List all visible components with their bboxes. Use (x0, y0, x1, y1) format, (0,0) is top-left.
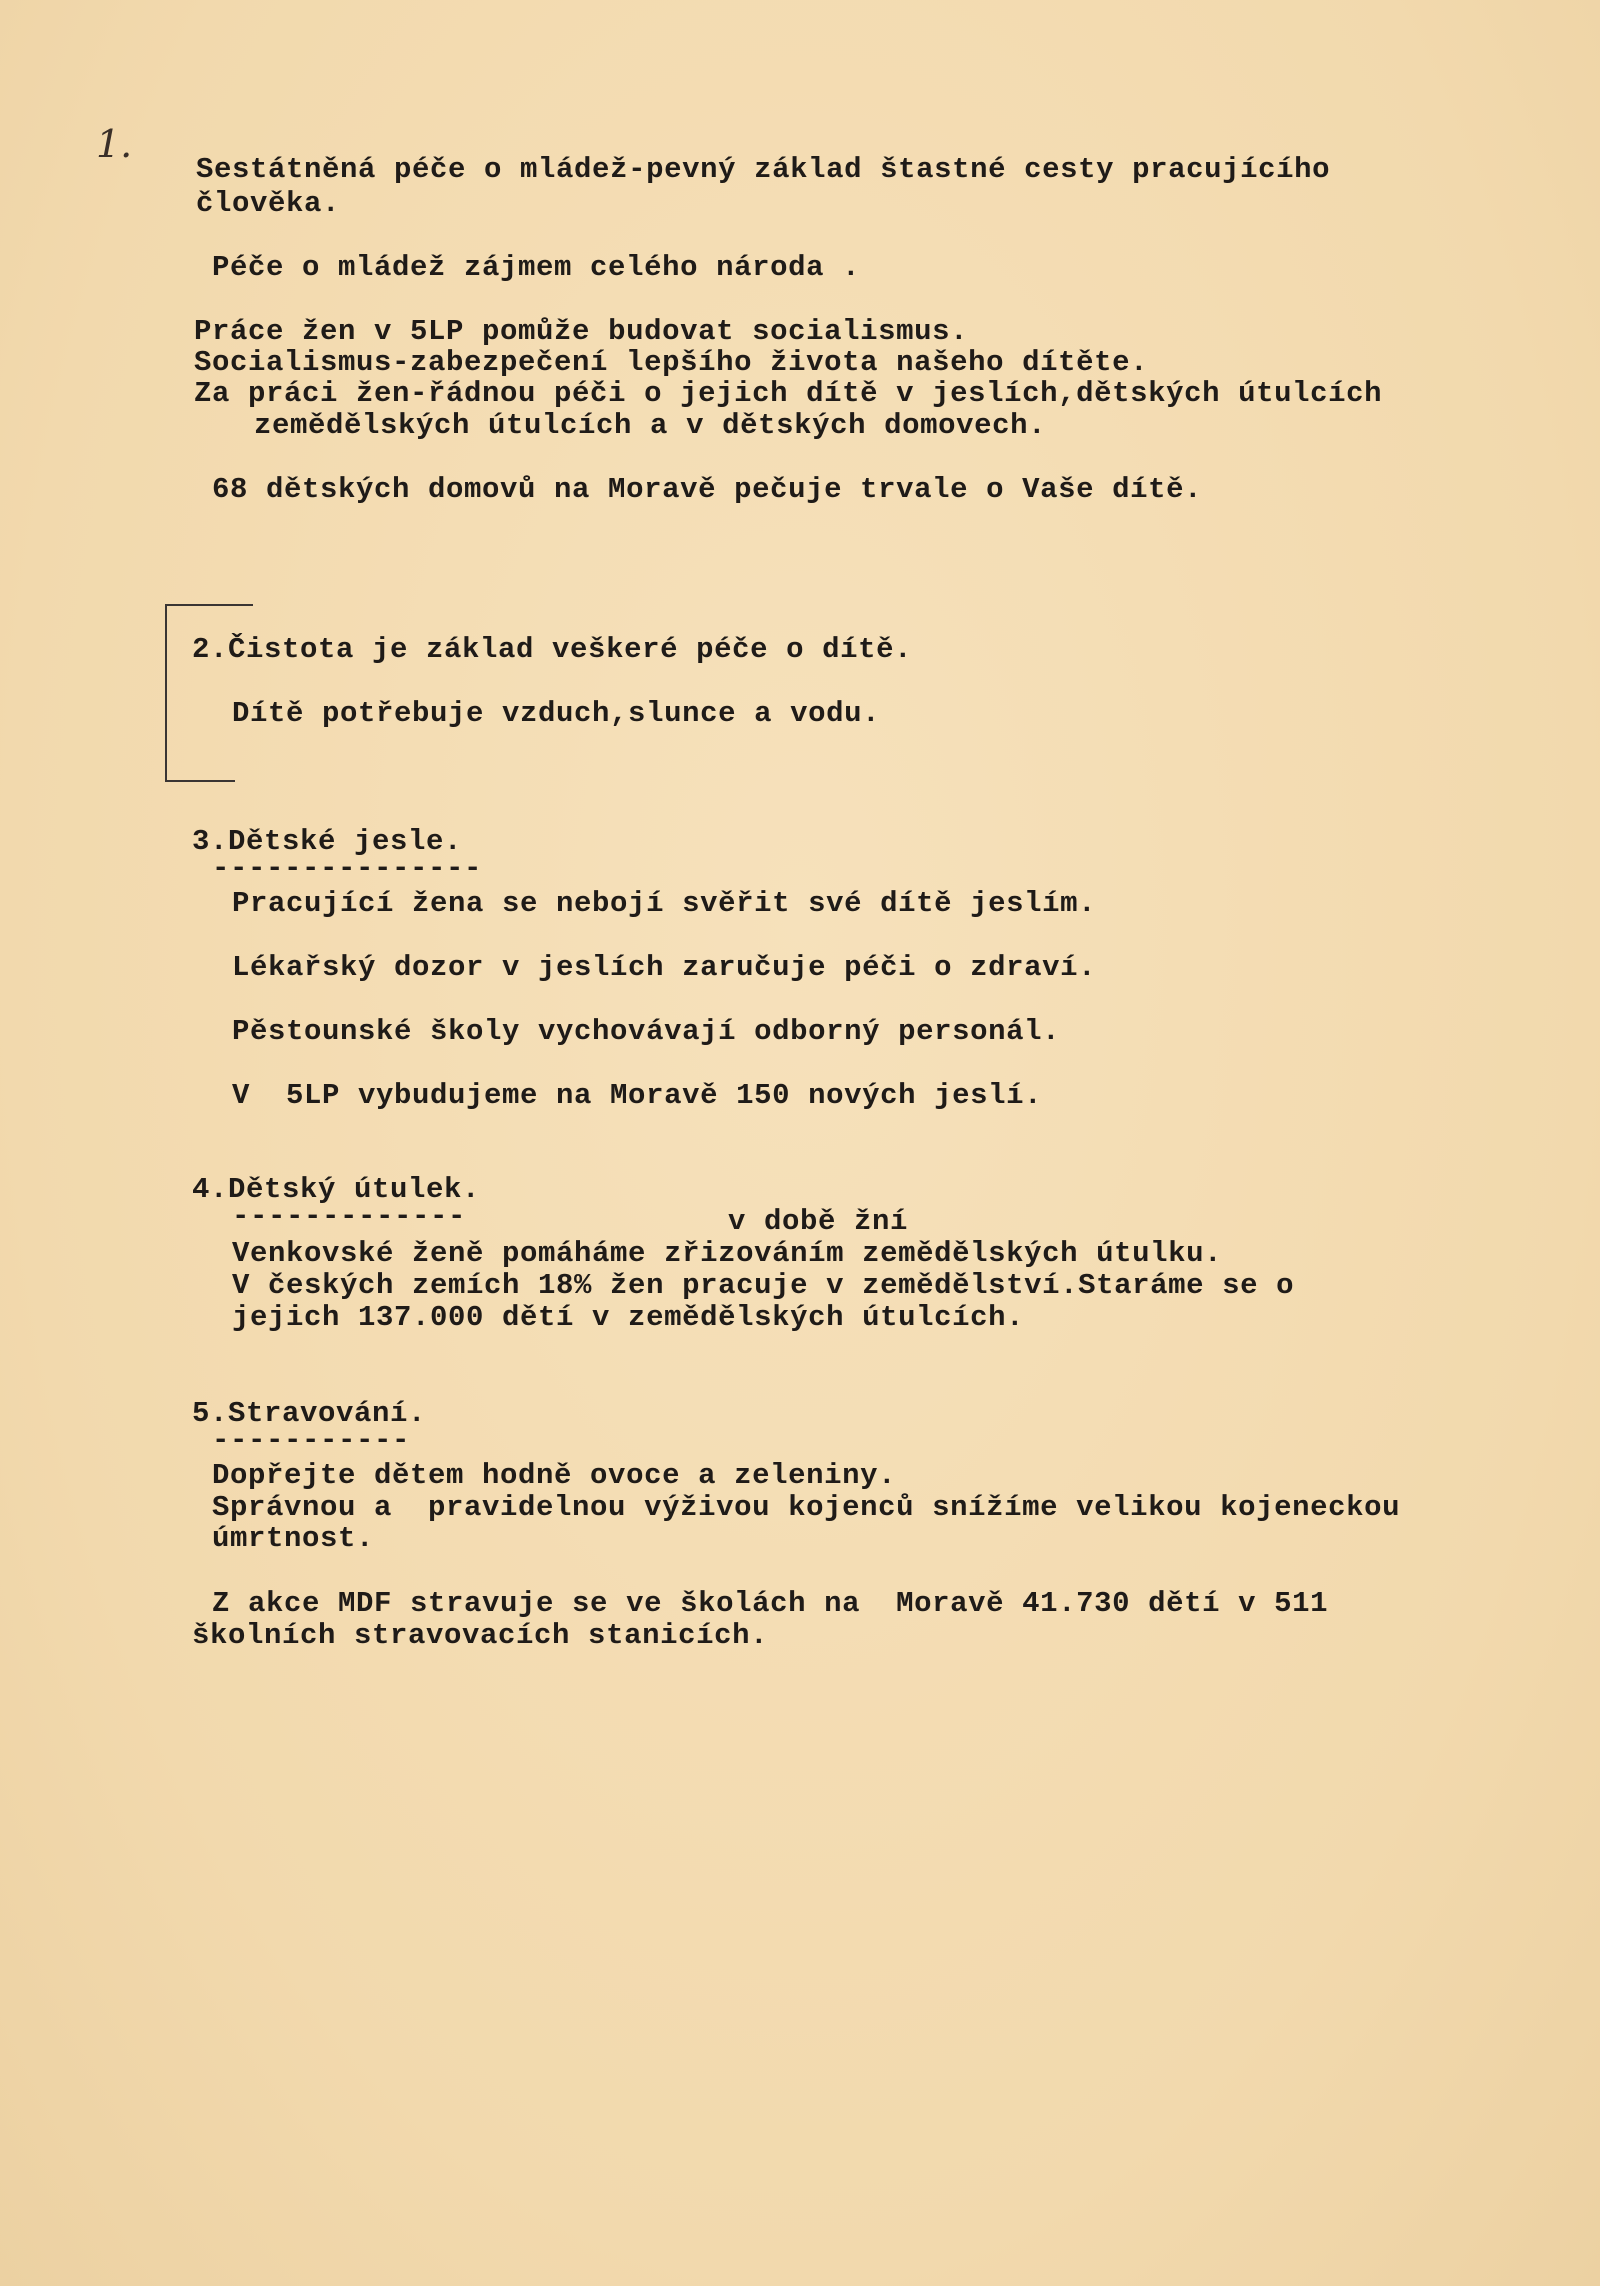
intro-line-5: Socialismus-zabezpečení lepšího života našeho dítěte. (194, 346, 1149, 379)
section-3-line-3: Pěstounské školy vychovávají odborný personál. (232, 1015, 1061, 1048)
section-3-line-2: Lékařský dozor v jeslích zaručuje péči o zdraví. (232, 951, 1097, 984)
intro-line-8: 68 dětských domovů na Moravě pečuje trvale o Vaše dítě. (212, 473, 1203, 506)
intro-line-7: zemědělských útulcích a v dětských domovech. (254, 409, 1047, 442)
section-4-line-3: jejich 137.000 dětí v zemědělských útulcích. (232, 1301, 1025, 1334)
section-2-heading: 2.Čistota je základ veškeré péče o dítě. (192, 633, 913, 666)
margin-bracket-bottom (165, 780, 235, 782)
section-5-heading: 5.Stravování. (192, 1397, 427, 1430)
section-5-line-3: úmrtnost. (212, 1522, 375, 1555)
section-5-line-4: Z akce MDF stravuje se ve školách na Moravě 41.730 dětí v 511 (212, 1587, 1329, 1620)
section-5-line-1: Dopřejte dětem hodně ovoce a zeleniny. (212, 1459, 897, 1492)
page-number: 1. (96, 122, 133, 166)
intro-line-1: Sestátněná péče o mládež-pevný základ štastné cesty pracujícího (196, 153, 1331, 186)
intro-line-3: Péče o mládež zájmem celého národa . (212, 251, 861, 284)
intro-line-2: člověka. (196, 187, 341, 220)
section-4-underline: ------------- (232, 1200, 467, 1233)
section-3-line-1: Pracující žena se nebojí svěřit své dítě jeslím. (232, 887, 1097, 920)
section-3-underline: --------------- (212, 852, 483, 885)
margin-bracket-top (165, 604, 253, 606)
margin-bracket (165, 604, 167, 780)
section-5-underline: ----------- (212, 1424, 411, 1457)
section-3-line-4: V 5LP vybudujeme na Moravě 150 nových jeslí. (232, 1079, 1043, 1112)
section-4-heading: 4.Dětský útulek. (192, 1173, 481, 1206)
intro-line-6: Za práci žen-řádnou péči o jejich dítě v jeslích,dětských útulcích (194, 377, 1383, 410)
section-4-line-2: V českých zemích 18% žen pracuje v zemědělství.Staráme se o (232, 1269, 1295, 1302)
section-5-line-2: Správnou a pravidelnou výživou kojenců snížíme velikou kojeneckou (212, 1491, 1401, 1524)
section-4-line-1: Venkovské ženě pomáháme zřizováním zemědělských útulku. (232, 1237, 1223, 1270)
section-2-line-1: Dítě potřebuje vzduch,slunce a vodu. (232, 697, 881, 730)
section-5-line-5: školních stravovacích stanicích. (192, 1619, 769, 1652)
section-4-insert: v době žní (728, 1205, 909, 1238)
section-3-heading: 3.Dětské jesle. (192, 825, 463, 858)
intro-line-4: Práce žen v 5LP pomůže budovat socialismus. (194, 315, 969, 348)
